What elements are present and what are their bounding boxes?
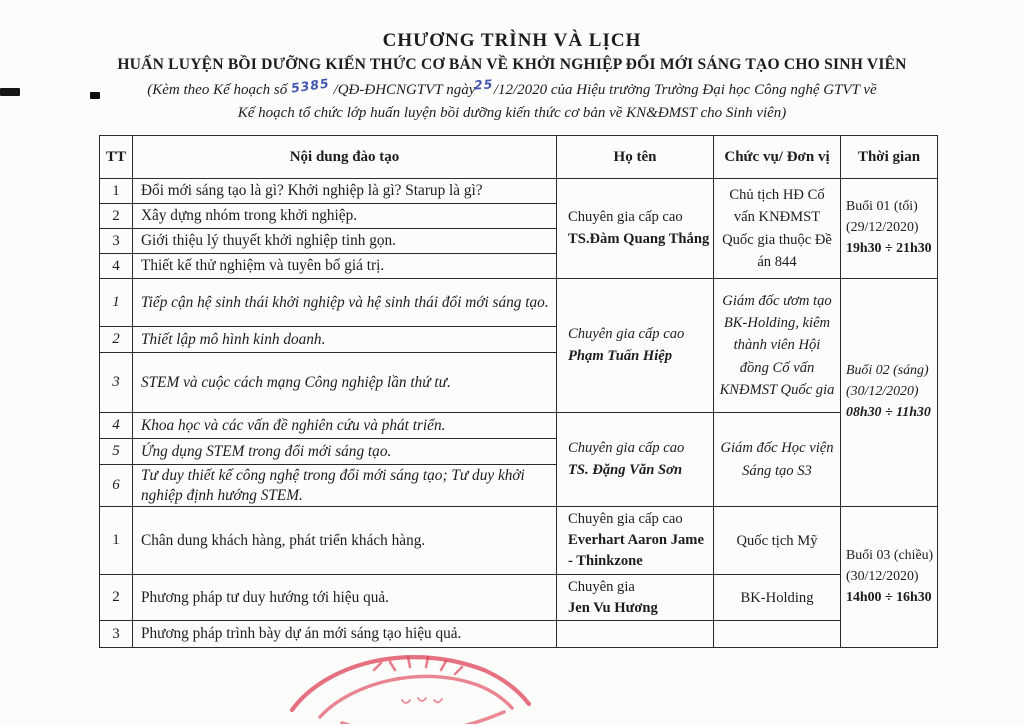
note-text-line2: Kế hoạch tổ chức lớp huấn luyện bồi dưỡng kiến thức cơ bản về KN&ĐMST cho Sinh viên) bbox=[237, 104, 787, 121]
table-header-row bbox=[100, 136, 938, 179]
position-cell-empty bbox=[714, 621, 841, 648]
header-topic: Nội dung đào tạo bbox=[133, 136, 557, 179]
row-number: 5 bbox=[100, 439, 133, 465]
table-row bbox=[100, 621, 938, 648]
row-number: 2 bbox=[100, 327, 133, 353]
session-hours: 19h30 ÷ 21h30 bbox=[846, 240, 932, 256]
table-row bbox=[100, 179, 938, 204]
row-number: 4 bbox=[100, 413, 133, 439]
topic-cell: Xây dựng nhóm trong khởi nghiệp. bbox=[133, 204, 557, 229]
topic-cell: Đổi mới sáng tạo là gì? Khởi nghiệp là gì? Starup là gì? bbox=[133, 179, 557, 204]
topic-cell: Phương pháp tư duy hướng tới hiệu quả. bbox=[133, 575, 557, 621]
session-date: (30/12/2020) bbox=[846, 384, 919, 400]
trainer-cell bbox=[557, 575, 714, 621]
document-header bbox=[0, 30, 1024, 124]
topic-cell: Giới thiệu lý thuyết khởi nghiệp tinh gọn. bbox=[133, 229, 557, 254]
session-hours: 08h30 ÷ 11h30 bbox=[846, 405, 931, 420]
session-date: (29/12/2020) bbox=[846, 220, 919, 236]
row-number: 1 bbox=[100, 179, 133, 204]
topic-cell: Tư duy thiết kế công nghệ trong đổi mới sáng tạo; Tư duy khởi nghiệp định hướng STEM. bbox=[133, 465, 557, 507]
topic-cell: Tiếp cận hệ sinh thái khởi nghiệp và hệ sinh thái đổi mới sáng tạo. bbox=[133, 279, 557, 327]
note-text-post: /12/2020 của Hiệu trưởng Trường Đại học Công nghệ GTVT về bbox=[493, 82, 877, 98]
header-tt: TT bbox=[100, 136, 133, 179]
document-subtitle: HUẤN LUYỆN BỒI DƯỠNG KIẾN THỨC CƠ BẢN VỀ KHỞI NGHIỆP ĐỔI MỚI SÁNG TẠO CHO SINH VIÊN bbox=[117, 56, 907, 73]
trainer-cell-empty bbox=[557, 621, 714, 648]
table-row bbox=[100, 279, 938, 327]
training-schedule-table bbox=[99, 135, 938, 648]
trainer-name: Phạm Tuấn Hiệp bbox=[568, 347, 673, 364]
trainer-name: TS.Đàm Quang Thắng bbox=[568, 230, 710, 247]
time-cell bbox=[841, 179, 938, 279]
trainer-title: Chuyên gia cấp cao bbox=[568, 326, 685, 343]
official-stamp-icon bbox=[286, 650, 536, 724]
topic-cell: Khoa học và các vấn đề nghiên cứu và phát triển. bbox=[133, 413, 557, 439]
header-time: Thời gian bbox=[841, 136, 938, 179]
document-title: CHƯƠNG TRÌNH VÀ LỊCH bbox=[382, 30, 642, 51]
header-position: Chức vụ/ Đơn vị bbox=[714, 136, 841, 179]
session-date: (30/12/2020) bbox=[846, 568, 919, 584]
topic-cell: Chân dung khách hàng, phát triển khách hàng. bbox=[133, 507, 557, 575]
position-cell: Giám đốc ươm tạo BK-Holding, kiêm thành viên Hội đồng Cố vấn KNĐMST Quốc gia bbox=[714, 279, 841, 413]
trainer-cell bbox=[557, 179, 714, 279]
trainer-cell bbox=[557, 413, 714, 507]
trainer-title: Chuyên gia cấp cao bbox=[568, 209, 683, 226]
topic-cell: Thiết lập mô hình kinh doanh. bbox=[133, 327, 557, 353]
row-number: 6 bbox=[100, 465, 133, 507]
trainer-cell bbox=[557, 279, 714, 413]
note-text-pre: (Kèm theo Kế hoạch số bbox=[147, 82, 288, 98]
trainer-name-suffix: - Thinkzone bbox=[568, 553, 643, 570]
topic-cell: Thiết kế thử nghiệm và tuyên bố giá trị. bbox=[133, 254, 557, 279]
topic-cell: STEM và cuộc cách mạng Công nghiệp lần thứ tư. bbox=[133, 353, 557, 413]
position-cell: Quốc tịch Mỹ bbox=[714, 507, 841, 575]
session-hours: 14h00 ÷ 16h30 bbox=[846, 589, 932, 605]
handwritten-plan-number: 5385 bbox=[290, 75, 331, 96]
topic-cell: Ứng dụng STEM trong đổi mới sáng tạo. bbox=[133, 439, 557, 465]
trainer-title: Chuyên gia cấp cao bbox=[568, 510, 683, 527]
trainer-name: Everhart Aaron Jame bbox=[568, 532, 704, 549]
row-number: 4 bbox=[100, 254, 133, 279]
row-number: 2 bbox=[100, 204, 133, 229]
time-cell bbox=[841, 279, 938, 507]
table-row bbox=[100, 413, 938, 439]
session-label: Buổi 03 (chiều) bbox=[846, 547, 934, 563]
trainer-name: Jen Vu Hương bbox=[568, 599, 658, 616]
trainer-title: Chuyên gia cấp cao bbox=[568, 440, 685, 457]
row-number: 1 bbox=[100, 507, 133, 575]
row-number: 2 bbox=[100, 575, 133, 621]
position-cell: Giám đốc Học viện Sáng tạo S3 bbox=[714, 413, 841, 507]
trainer-cell bbox=[557, 507, 714, 575]
reference-note bbox=[0, 75, 1024, 124]
row-number: 3 bbox=[100, 353, 133, 413]
note-text-mid: /QĐ-ĐHCNGTVT ngày bbox=[333, 82, 476, 98]
position-cell: Chủ tịch HĐ Cố vấn KNĐMST Quốc gia thuộc Đề án 844 bbox=[714, 179, 841, 279]
handwritten-day: 25 bbox=[473, 76, 495, 93]
time-cell bbox=[841, 507, 938, 648]
trainer-title: Chuyên gia bbox=[568, 578, 635, 595]
table-row bbox=[100, 575, 938, 621]
trainer-name: TS. Đặng Văn Sơn bbox=[568, 461, 683, 478]
position-cell: BK-Holding bbox=[714, 575, 841, 621]
row-number: 3 bbox=[100, 229, 133, 254]
table-row bbox=[100, 507, 938, 575]
row-number: 1 bbox=[100, 279, 133, 327]
row-number: 3 bbox=[100, 621, 133, 648]
session-label: Buổi 01 (tối) bbox=[846, 199, 918, 215]
header-name: Họ tên bbox=[557, 136, 714, 179]
session-label: Buổi 02 (sáng) bbox=[846, 363, 929, 379]
topic-cell: Phương pháp trình bày dự án mới sáng tạo hiệu quả. bbox=[133, 621, 557, 648]
